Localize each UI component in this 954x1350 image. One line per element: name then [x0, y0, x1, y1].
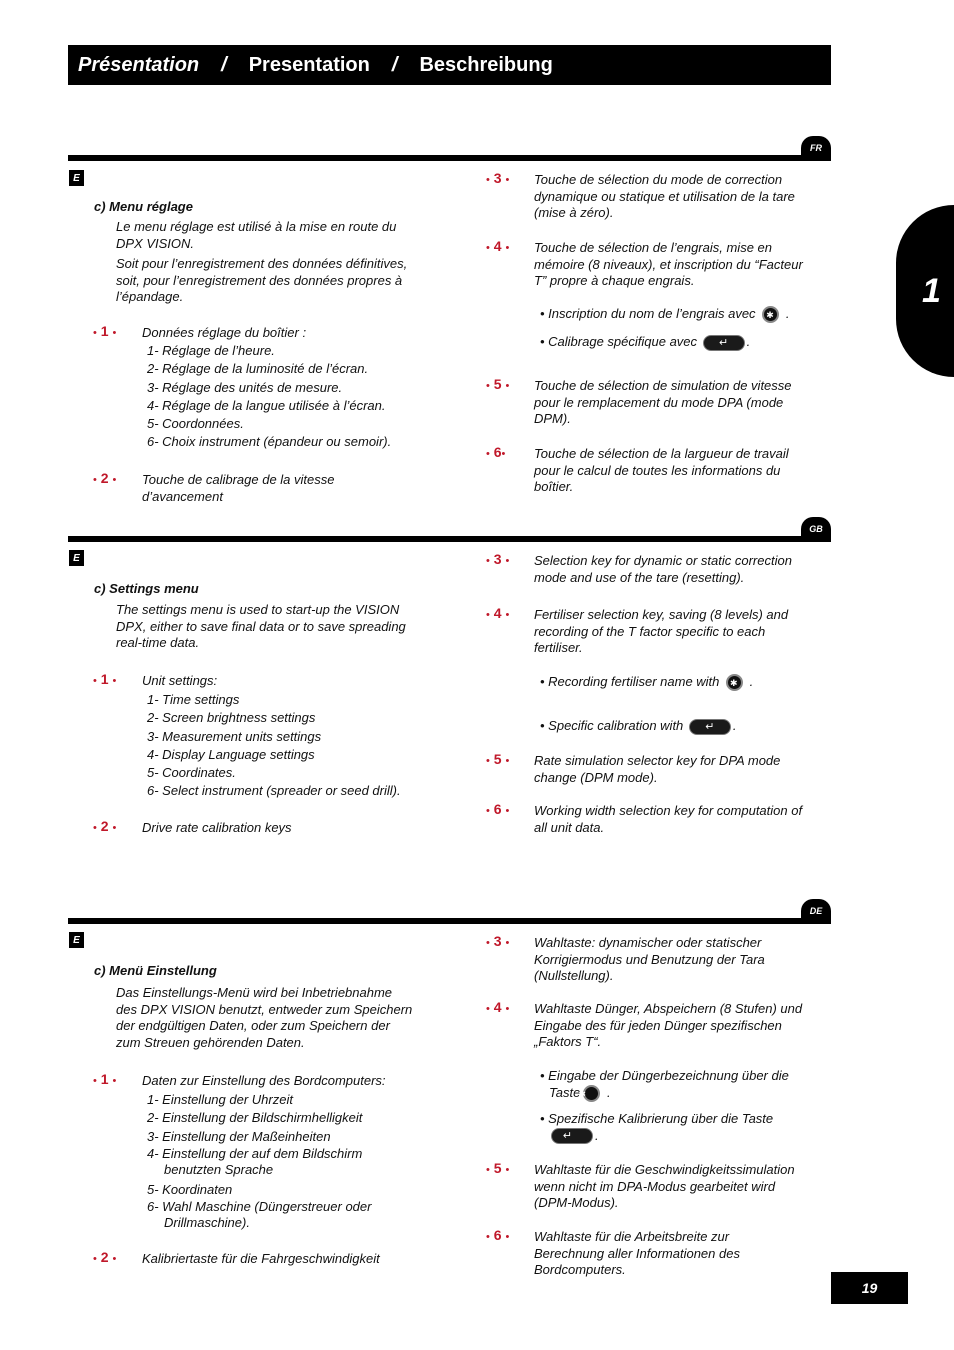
- language-badge-de: DE: [801, 899, 831, 923]
- list-item: 5- Coordonnées.: [147, 416, 244, 432]
- item-number: • 5 •: [486, 1160, 510, 1176]
- list-item: 1- Einstellung der Uhrzeit: [147, 1092, 293, 1107]
- item-text: Wahltaste für die Geschwindigkeitssimulation wenn nicht im DPA-Modus gearbeitet wird (DPM-Modus).: [534, 1162, 795, 1210]
- item-number: • 4 •: [486, 605, 510, 621]
- list-item: 6- Wahl Maschine (Düngerstreuer oder Drillmaschine).: [147, 1198, 372, 1231]
- language-badge-gb: GB: [801, 517, 831, 541]
- e-badge-icon: E: [69, 932, 84, 948]
- item-text: Wahltaste Dünger, Abspeichern (8 Stufen) und Eingabe des für jeden Dünger spezifischen „Faktors T“.: [534, 1001, 803, 1049]
- item-number: • 6 •: [486, 801, 510, 817]
- list-item: 2- Einstellung der Bildschirmhelligkeit: [147, 1110, 363, 1126]
- item-text: Touche de sélection de simulation de vitesse pour le remplacement du mode DPA (mode DPM).: [534, 378, 792, 426]
- bullet-text: • Inscription du nom de l’engrais avec ✱ .: [540, 306, 840, 323]
- header-title-fr: Présentation: [78, 53, 200, 76]
- header-title-gb: Presentation: [248, 53, 370, 76]
- settings-list: [147, 691, 427, 801]
- section-fr: [68, 136, 831, 516]
- section-rule: [68, 918, 831, 924]
- intro-text: Das Einstellungs-Menü wird bei Inbetriebnahme des DPX VISION benutzt, entweder zum Speichern der endgültigen Daten, oder zum Speichern der zum Streuen gehörenden Daten.: [116, 985, 413, 1050]
- list-item: 3- Einstellung der Maßeinheiten: [147, 1128, 331, 1144]
- item-text: Kalibriertaste für die Fahrgeschwindigkeit: [142, 1251, 380, 1266]
- item-number: • 3 •: [486, 170, 510, 186]
- item-number: • 5 •: [486, 751, 510, 767]
- bullet-text: • Eingabe der Düngerbezeichnung über die Taste✱ .: [540, 1068, 810, 1102]
- item-number: • 5 •: [486, 376, 510, 392]
- star-key-icon: [726, 674, 743, 691]
- list-item: 4- Einstellung der auf dem Bildschirm benutzten Sprache: [147, 1145, 363, 1178]
- header-separator: /: [391, 53, 398, 76]
- intro-text: Soit pour l’enregistrement des données définitives, soit, pour l’enregistrement des données propres à l’épandage.: [116, 256, 408, 304]
- item-text: Unit settings:: [142, 673, 218, 688]
- list-item: 2- Réglage de la luminosité de l’écran.: [147, 361, 369, 377]
- item-text: Touche de sélection de la largueur de travail pour le calcul de toutes les informations du boîtier.: [534, 446, 789, 494]
- item-number: • 2 •: [93, 470, 117, 486]
- list-item: 3- Measurement units settings: [147, 728, 322, 744]
- bullet-text: • Spezifische Kalibrierung über die Taste ↵ .: [540, 1111, 774, 1143]
- list-item: 3- Réglage des unités de mesure.: [147, 379, 343, 395]
- item-number: • 1 •: [93, 323, 117, 339]
- subtitle: c) Menu réglage: [94, 199, 193, 214]
- e-badge-icon: E: [69, 550, 84, 566]
- item-number: • 2 •: [93, 1249, 117, 1265]
- item-text: Wahltaste für die Arbeitsbreite zur Berechnung aller Informationen des Bordcomputers.: [534, 1229, 740, 1277]
- item-number: • 6 •: [486, 1227, 510, 1243]
- section-rule: [68, 536, 831, 542]
- intro-text: Le menu réglage est utilisé à la mise en route du DPX VISION.: [116, 219, 397, 251]
- bullet-text: • Specific calibration with ↵ .: [540, 718, 737, 733]
- item-text: Wahltaste: dynamischer oder statischer Korrigiermodus und Benutzung der Tara (Nullstellung).: [534, 935, 765, 983]
- subtitle: c) Settings menu: [94, 581, 199, 596]
- settings-list: [147, 342, 427, 452]
- list-item: 5- Koordinaten: [147, 1181, 233, 1197]
- item-number: • 1 •: [93, 671, 117, 687]
- e-badge-icon: E: [69, 170, 84, 186]
- section-de: [68, 899, 831, 1279]
- item-text: Drive rate calibration keys: [142, 820, 292, 835]
- item-number: • 3 •: [486, 933, 510, 949]
- item-text: Rate simulation selector key for DPA mode change (DPM mode).: [534, 753, 781, 785]
- subtitle: c) Menü Einstellung: [94, 963, 217, 978]
- star-key-icon: [762, 306, 779, 323]
- language-badge-fr: FR: [801, 136, 831, 160]
- enter-key-icon: ↵: [689, 719, 731, 735]
- list-item: 5- Coordinates.: [147, 765, 236, 781]
- list-item: 4- Display Language settings: [147, 746, 315, 762]
- star-key-icon: [583, 1085, 600, 1102]
- item-number: • 1 •: [93, 1071, 117, 1087]
- item-text: Touche de calibrage de la vitesse d’avancement: [142, 472, 335, 504]
- item-text: Working width selection key for computation of all unit data.: [534, 803, 803, 835]
- page-number: 19: [831, 1272, 908, 1304]
- header-title-de: Beschreibung: [419, 53, 553, 76]
- item-number: • 6•: [486, 444, 506, 460]
- intro-text: The settings menu is used to start-up the VISION DPX, either to save final data or to save spreading real-time data.: [116, 602, 406, 650]
- settings-list: [147, 1091, 402, 1234]
- item-number: • 4 •: [486, 238, 510, 254]
- enter-key-icon: ↵: [703, 335, 745, 351]
- list-item: 1- Time settings: [147, 692, 240, 707]
- list-item: 6- Choix instrument (épandeur ou semoir).: [147, 434, 392, 450]
- item-text: Touche de sélection de l’engrais, mise en mémoire (8 niveaux), et inscription du “Facteur T” propre à chaque engrais.: [534, 240, 803, 288]
- enter-key-icon: ↵: [551, 1128, 593, 1144]
- page-header: [68, 45, 831, 85]
- section-rule: [68, 155, 831, 161]
- item-text: Daten zur Einstellung des Bordcomputers:: [142, 1073, 386, 1088]
- item-number: • 4 •: [486, 999, 510, 1015]
- list-item: 1- Réglage de l’heure.: [147, 343, 275, 358]
- bullet-text: • Recording fertiliser name with ✱ .: [540, 674, 840, 691]
- item-number: • 3 •: [486, 551, 510, 567]
- chapter-tab: 1: [896, 205, 954, 377]
- item-text: Fertiliser selection key, saving (8 levels) and recording of the T factor specific to each fertiliser.: [534, 607, 789, 655]
- list-item: 6- Select instrument (spreader or seed drill).: [147, 783, 401, 799]
- item-text: Données réglage du boîtier :: [142, 325, 307, 340]
- item-text: Selection key for dynamic or static correction mode and use of the tare (resetting).: [534, 553, 792, 585]
- list-item: 2- Screen brightness settings: [147, 710, 316, 726]
- bullet-text: • Calibrage spécifique avec ↵ .: [540, 334, 751, 349]
- header-separator: /: [221, 53, 227, 76]
- section-gb: [68, 517, 831, 847]
- item-text: Touche de sélection du mode de correction dynamique ou statique et utilisation de la tare (mise à zéro).: [534, 172, 795, 220]
- list-item: 4- Réglage de la langue utilisée à l’écran.: [147, 397, 386, 413]
- item-number: • 2 •: [93, 818, 117, 834]
